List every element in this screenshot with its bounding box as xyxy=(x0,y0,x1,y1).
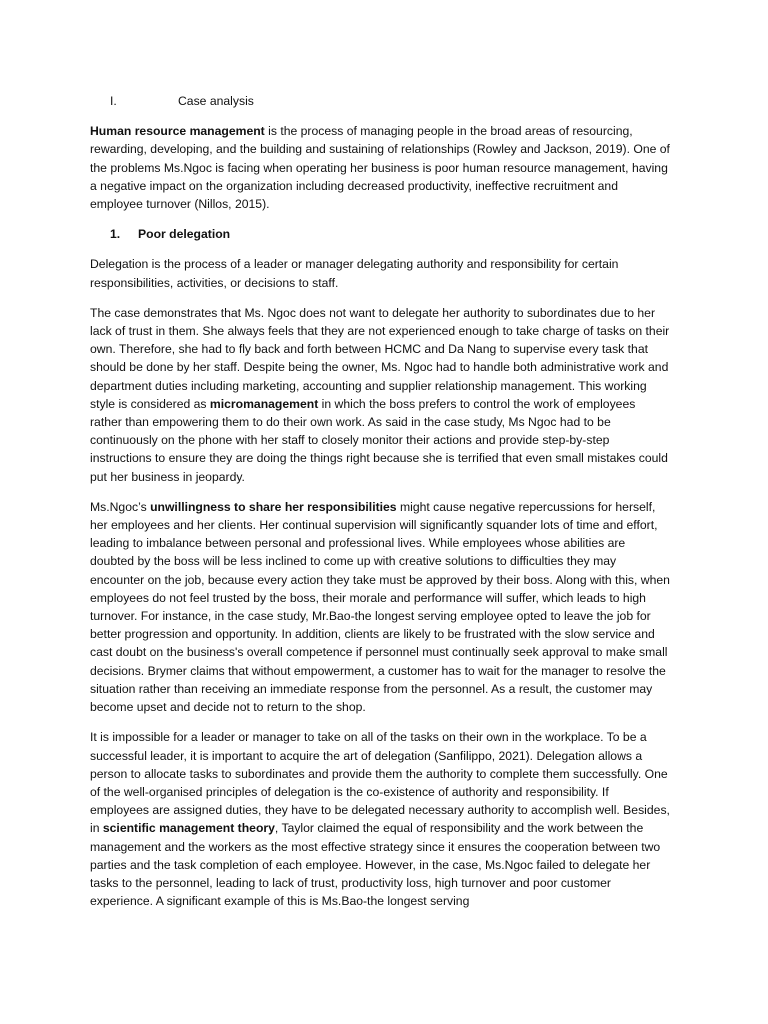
unwilling-text-after: might cause negative repercussions for herself, her employees and her clients. Her continual supervision will significantly squander lots of time and effort, leading to imbalance between personal and professional lives. While employees whose abilities are doubted by the boss will be less inclined to come up with creative solutions to difficulties they may encounter on the job, because every action they take must be approved by their boss. Along with this, when employees do not feel trusted by the boss, their morale and performance will suffer, which leads to high turnover. For instance, in the case study, Mr.Bao-the longest serving employee opted to leave the job for better progression and opportunity. In addition, clients are likely to be frustrated with the slow service and cast doubt on the business's overall competence if personnel must continually seek approval to make small decisions. Brymer claims that without empowerment, a customer has to wait for the manager to resolve the situation rather than receiving an immediate response from the personnel. As a result, the customer may become upset and decide not to return to the shop. xyxy=(90,499,670,715)
section-heading xyxy=(90,92,670,110)
leader-text-after: , Taylor claimed the equal of responsibility and the work between the management and the workers as the most effective strategy since it ensures the cooperation between two parties and the task completion of each employee. However, in the case, Ms.Ngoc failed to delegate her tasks to the personnel, leading to lack of trust, productivity loss, high turnover and poor customer experience. A significant example of this is Ms.Bao-the longest serving xyxy=(90,821,661,909)
subsection-title: Poor delegation xyxy=(138,227,231,242)
subsection-heading xyxy=(90,225,670,243)
document-page xyxy=(90,92,670,922)
section-title: Case analysis xyxy=(178,94,254,108)
section-number: I. xyxy=(110,94,117,108)
unwillingness-paragraph xyxy=(90,498,670,716)
case-paragraph xyxy=(90,304,670,486)
leader-paragraph xyxy=(90,728,670,910)
intro-paragraph xyxy=(90,122,670,213)
subsection-number: 1. xyxy=(110,227,121,242)
unwilling-text-before: Ms.Ngoc’s xyxy=(90,499,151,514)
delegation-definition-paragraph: Delegation is the process of a leader or manager delegating authority and responsibility for certain responsibilities, activities, or decisions to staff. xyxy=(90,257,619,290)
intro-lead-term: Human resource management xyxy=(90,124,265,139)
unwilling-bold-term: unwillingness to share her responsibilities xyxy=(150,499,397,514)
leader-text-before: It is impossible for a leader or manager to take on all of the tasks on their own in the workplace. To be a successful leader, it is important to acquire the art of delegation (Sanfilippo, 2021). Delegation allows a person to allocate tasks to subordinates and provide them the authority to complete them successfully. One of the well-organised principles of delegation is the co-existence of authority and responsibility. If employees are assigned duties, they have to be delegated necessary authority to accomplish well. Besides, in xyxy=(90,730,670,836)
case-text-after: in which the boss prefers to control the work of employees rather than empowering them to do their own work. As said in the case study, Ms Ngoc had to be continuously on the phone with her staff to closely monitor their actions and provide step-by-step instructions to ensure they are doing the things right because she is terrified that even small mistakes could put her business in jeopardy. xyxy=(90,396,668,484)
leader-bold-term: scientific management theory xyxy=(102,821,275,836)
intro-text: is the process of managing people in the broad areas of resourcing, rewarding, developing, and the building and sustaining of relationships (Rowley and Jackson, 2019). One of the problems Ms.Ngoc is facing when operating her business is poor human resource management, having a negative impact on the organization including decreased productivity, ineffective recruitment and employee turnover (Nillos, 2015). xyxy=(90,124,670,212)
case-bold-term: micromanagement xyxy=(209,396,319,411)
case-text-before: The case demonstrates that Ms. Ngoc does not want to delegate her authority to subordinates due to her lack of trust in them. She always feels that they are not experienced enough to take charge of tasks on their own. Therefore, she had to fly back and forth between HCMC and Da Nang to supervise every task that should be done by her staff. Despite being the owner, Ms. Ngoc had to handle both administrative work and department duties including marketing, accounting and supplier relationship management. This working style is considered as xyxy=(90,305,670,411)
